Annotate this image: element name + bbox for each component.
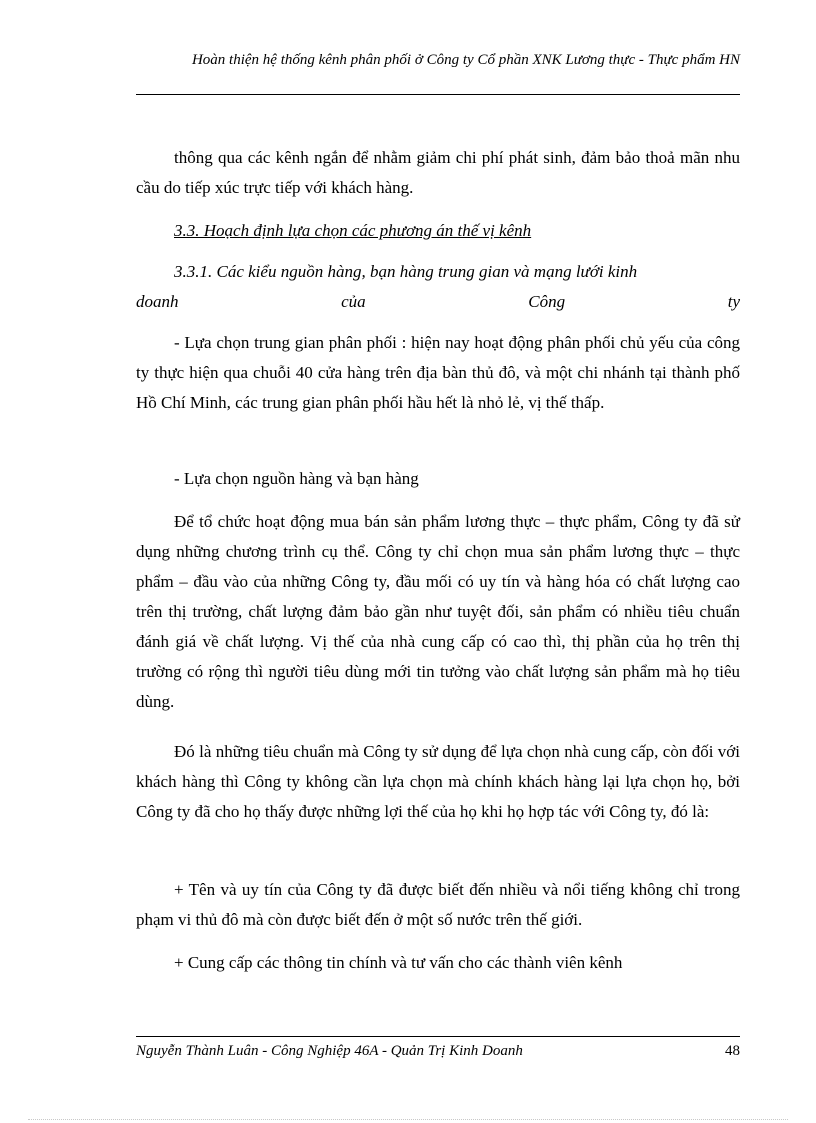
- paragraph-4: Để tổ chức hoạt động mua bán sản phẩm lương thực – thực phẩm, Công ty đã sử dụng những chương trình cụ thể. Công ty chỉ chọn mua sản phẩm lương thực – thực phẩm – đầu vào của những Công ty, đầu mối có uy tín và hàng hóa có chất lượng cao trên thị trường, chất lượng đảm bảo gần như tuyệt đối, sản phẩm có nhiều tiêu chuẩn đánh giá về chất lượng. Vị thế của nhà cung cấp có cao thì, thị phần của họ trên thị trường có rộng thì người tiêu dùng mới tin tưởng vào chất lượng sản phẩm mà họ tiêu dùng.: [136, 512, 740, 711]
- paragraph-5: Đó là những tiêu chuẩn mà Công ty sử dụng để lựa chọn nhà cung cấp, còn đối với khách hàng thì Công ty không cần lựa chọn mà chính khách hàng lại lựa chọn họ, bởi Công ty đã cho họ thấy được những lợi thế của họ khi họ hợp tác với Công ty, đó là:: [136, 742, 740, 821]
- subsection-heading: 3.3.1. Các kiểu nguồn hàng, bạn hàng trung gian và mạng lưới kinh: [174, 262, 638, 281]
- section-heading: 3.3. Hoạch định lựa chọn các phương án thế vị kênh: [174, 221, 532, 240]
- header-divider: [136, 94, 740, 95]
- paragraph-1: thông qua các kênh ngắn để nhằm giảm chi phí phát sinh, đảm bảo thoả mãn nhu cầu do tiếp xúc trực tiếp với khách hàng.: [136, 148, 740, 197]
- subsection-word: của: [341, 292, 366, 311]
- footer-divider: [136, 1036, 740, 1037]
- paragraph-7: + Cung cấp các thông tin chính và tư vấn cho các thành viên kênh: [174, 953, 623, 972]
- page-footer: [136, 1040, 740, 1062]
- page-number: 48: [725, 1043, 740, 1059]
- subsection-word: doanh: [136, 292, 179, 311]
- page-header: Hoàn thiện hệ thống kênh phân phối ở Công ty Cổ phần XNK Lương thực - Thực phẩm HN: [191, 52, 740, 68]
- subsection-heading-continued: [136, 287, 740, 317]
- footer-author: Nguyễn Thành Luân - Công Nghiệp 46A - Quản Trị Kinh Doanh: [136, 1043, 523, 1059]
- paragraph-2: - Lựa chọn trung gian phân phối : hiện nay hoạt động phân phối chủ yếu của công ty thực hiện qua chuỗi 40 cửa hàng trên địa bàn thủ đô, và một chi nhánh tại thành phố Hồ Chí Minh, các trung gian phân phối hầu hết là nhỏ lẻ, vị thế thấp.: [136, 333, 740, 412]
- paragraph-6: + Tên và uy tín của Công ty đã được biết đến nhiều và nổi tiếng không chỉ trong phạm vi thủ đô mà còn được biết đến ở một số nước trên thế giới.: [136, 880, 740, 929]
- subsection-word: Công: [528, 292, 566, 311]
- subsection-word: ty: [727, 292, 740, 311]
- paragraph-3: - Lựa chọn nguồn hàng và bạn hàng: [174, 469, 419, 488]
- page-bottom-border: [28, 1119, 788, 1120]
